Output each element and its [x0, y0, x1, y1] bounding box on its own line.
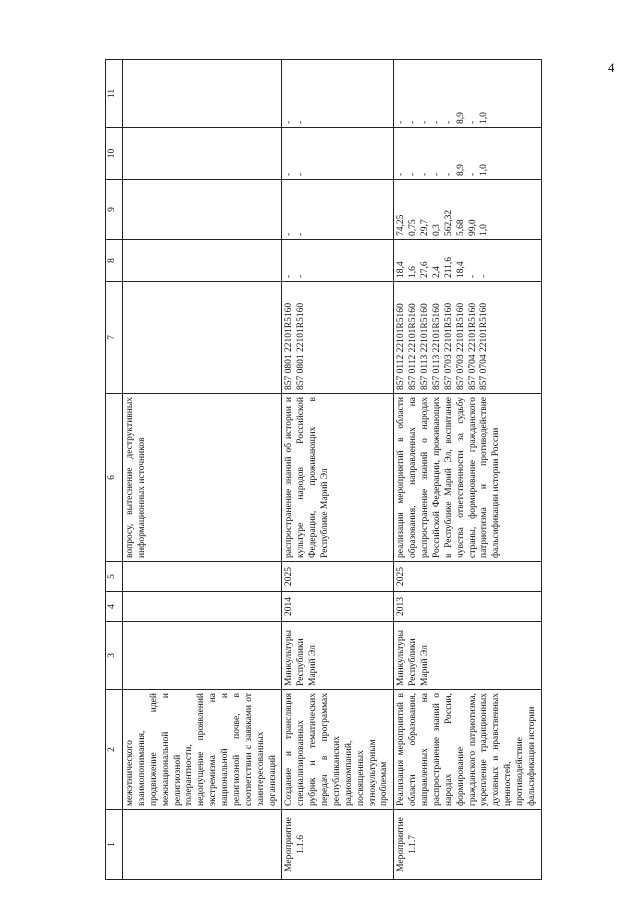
executor: Минкультуры Республики Марий Эл	[282, 622, 394, 690]
budget-code-line: 857 0703 22101R5160	[455, 302, 466, 390]
value-col8	[282, 240, 394, 282]
value-col8	[394, 240, 542, 282]
budget-code-line: 857 0113 22101R5160	[431, 303, 442, 390]
value-line	[125, 243, 137, 278]
value-line: -	[408, 120, 419, 124]
col-header-11: 11	[106, 60, 123, 128]
value-line: -	[408, 172, 419, 176]
col-header-5: 5	[106, 562, 123, 592]
end-year: 2025	[394, 562, 542, 592]
expected-result: вопросу, вытеснение деструктивных информационных источников	[123, 394, 282, 562]
budget-code	[282, 282, 394, 394]
value-col11	[282, 60, 394, 128]
value-line: -	[479, 274, 490, 278]
value-line: -	[284, 274, 295, 278]
value-col11	[123, 60, 282, 128]
measure-label: Мероприятие 1.1.6	[282, 810, 394, 880]
measure-name: Создание и трансляция специализированных рубрик и тематических передач в программах республиканских радиокомпаний, посвященных этнокультурным проблемам	[282, 690, 394, 810]
measure-name: Реализация мероприятий в области образования, направленных на распространение знаний о народах России, формирование гражданского патриотизма, укрепление традиционных духовных и нравственных ценностей, противодействие фальсификации истории	[394, 690, 542, 810]
measure-label: Мероприятие 1.1.7	[394, 810, 542, 880]
col-header-3: 3	[106, 622, 123, 690]
value-line: 1,0	[479, 164, 490, 176]
col-header-10: 10	[106, 128, 123, 180]
value-line: -	[284, 232, 295, 236]
value-line: 0,3	[431, 224, 442, 236]
value-col8	[123, 240, 282, 282]
value-line: 99,0	[467, 219, 478, 236]
value-line: -	[431, 172, 442, 176]
value-line: -	[431, 120, 442, 124]
col-header-2: 2	[106, 690, 123, 810]
table-row	[123, 60, 282, 880]
value-line: 562,32	[443, 209, 454, 236]
value-line: 5,68	[455, 219, 466, 236]
budget-code	[394, 282, 542, 394]
value-col10	[394, 128, 542, 180]
value-line: 29,7	[420, 219, 430, 236]
value-line: -	[296, 232, 307, 236]
value-line: -	[420, 172, 430, 176]
expected-result: реализация мероприятий в области образования, направленных на распространение знаний о народах Российской Федерации, проживающих в Республике Марий Эл, воспитание чувства ответственности за судьбу страны, формирование гражданского патриотизма и противодействие фальсификации истории России	[394, 394, 542, 562]
value-col9	[282, 180, 394, 240]
value-line: 74,25	[396, 214, 407, 236]
executor	[123, 622, 282, 690]
budget-code-line: 857 0801 22101R5160	[284, 302, 295, 390]
value-line: 1,0	[479, 224, 490, 236]
value-line: -	[467, 172, 478, 176]
col-header-6: 6	[106, 394, 123, 562]
col-header-1: 1	[106, 810, 123, 880]
budget-code-line: 857 0113 22101R5160	[420, 303, 430, 390]
col-header-9: 9	[106, 180, 123, 240]
value-line: -	[443, 172, 454, 176]
value-line: 0,75	[408, 219, 419, 236]
executor: Минкультуры Республики Марий Эл	[394, 622, 542, 690]
value-line: -	[284, 172, 295, 176]
value-line: 211,6	[443, 256, 454, 278]
budget-code-line: 857 0703 22101R5160	[443, 302, 454, 390]
measure-name: межэтнического взаимопонимания, продвижение идей межнациональной и религиозной толерантности, недопущение проявлений экстремизма на национальной и религиозной почве, в соответствии с заявками от заинтересованных организаций	[123, 690, 282, 810]
expected-result: распространение знаний об истории и культуре народов Российской Федерации, проживающих в Республике Марий Эл	[282, 394, 394, 562]
value-line: -	[396, 120, 407, 124]
col-header-7: 7	[106, 282, 123, 394]
value-line: 18,4	[455, 261, 466, 278]
col-header-4: 4	[106, 592, 123, 622]
value-line	[125, 183, 137, 236]
start-year: 2013	[394, 592, 542, 622]
value-line: 1,0	[479, 112, 490, 124]
page-number: 4	[608, 60, 615, 75]
value-col10	[282, 128, 394, 180]
value-line: -	[420, 120, 430, 124]
value-line: 1,6	[408, 266, 419, 278]
value-line: -	[443, 120, 454, 124]
value-col9	[123, 180, 282, 240]
value-line: -	[396, 172, 407, 176]
budget-code-line: 857 0704 22101R5160	[467, 302, 478, 390]
value-line	[125, 131, 137, 176]
table-row	[394, 60, 542, 880]
value-line: 8,9	[455, 112, 466, 124]
start-year: 2014	[282, 592, 394, 622]
value-col9	[394, 180, 542, 240]
value-line: 2,4	[431, 266, 442, 278]
end-year	[123, 562, 282, 592]
value-line: -	[296, 120, 307, 124]
value-line	[125, 63, 137, 124]
rotated-table-wrapper	[105, 60, 625, 880]
table-row	[282, 60, 394, 880]
value-line: 8,9	[455, 164, 466, 176]
budget-code	[123, 282, 282, 394]
budget-code-line	[125, 285, 137, 390]
value-line: 27,6	[420, 261, 430, 278]
header-row	[106, 60, 123, 880]
budget-code-line: 857 0704 22101R5160	[479, 302, 490, 390]
measure-label	[123, 810, 282, 880]
value-col11	[394, 60, 542, 128]
value-line: 18,4	[396, 261, 407, 278]
value-line: -	[296, 274, 307, 278]
value-col10	[123, 128, 282, 180]
budget-code-line: 857 0112 22101R5160	[396, 303, 407, 390]
value-line: -	[284, 120, 295, 124]
start-year	[123, 592, 282, 622]
value-line: -	[467, 120, 478, 124]
end-year: 2025	[282, 562, 394, 592]
value-line: -	[296, 172, 307, 176]
budget-code-line: 857 0112 22101R5160	[408, 303, 419, 390]
col-header-8: 8	[106, 240, 123, 282]
program-table	[105, 59, 542, 880]
budget-code-line: 857 0801 22101R5160	[296, 302, 307, 390]
value-line: -	[467, 274, 478, 278]
